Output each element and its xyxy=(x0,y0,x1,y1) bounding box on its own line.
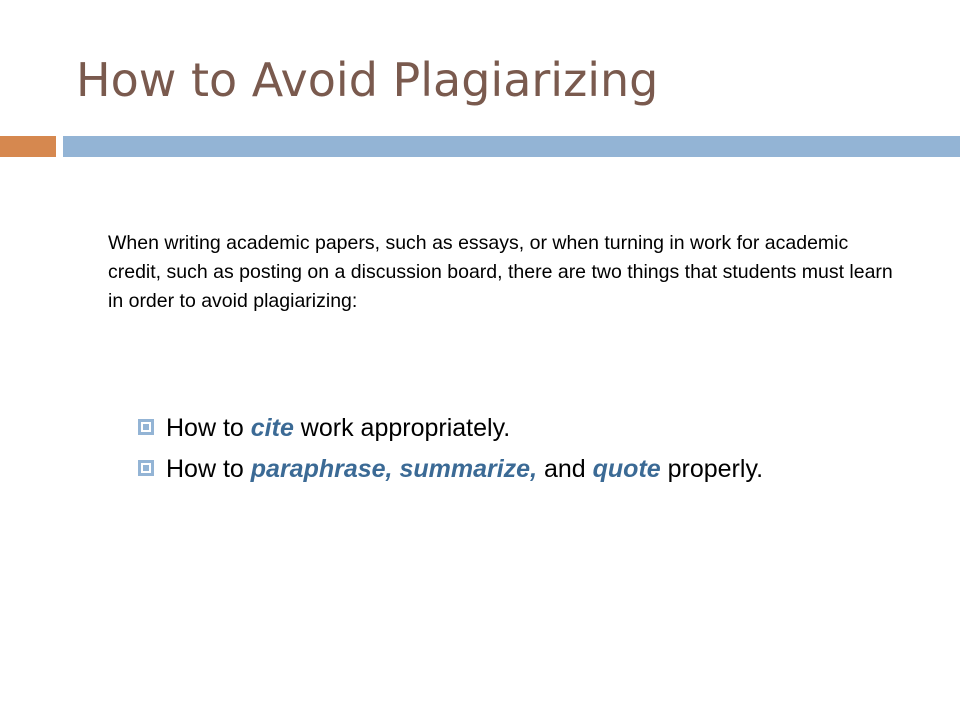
title-accent-bar xyxy=(0,136,56,157)
bullet-list xyxy=(108,410,898,492)
title-divider-bar xyxy=(63,136,960,157)
bullet-text: How to xyxy=(166,455,251,483)
bullet-item-cite xyxy=(108,410,898,447)
emphasis-paraphrase-summarize: paraphrase, summarize, xyxy=(250,455,538,483)
bullet-text: How to xyxy=(166,414,251,442)
slide-title: How to Avoid Plagiarizing xyxy=(76,53,659,107)
intro-paragraph: When writing academic papers, such as essays, or when turning in work for academic credit, such as posting on a discussion board, there are two things that students must learn in order to avoid plagiarizing: xyxy=(108,232,893,312)
emphasis-quote: quote xyxy=(592,455,661,483)
square-bullet-icon xyxy=(138,419,154,435)
bullet-text: properly. xyxy=(660,455,764,483)
bullet-text: and xyxy=(537,455,593,483)
emphasis-cite: cite xyxy=(250,414,294,442)
bullet-item-paraphrase xyxy=(108,451,898,488)
square-bullet-icon xyxy=(138,460,154,476)
bullet-text: work appropriately. xyxy=(293,414,511,442)
